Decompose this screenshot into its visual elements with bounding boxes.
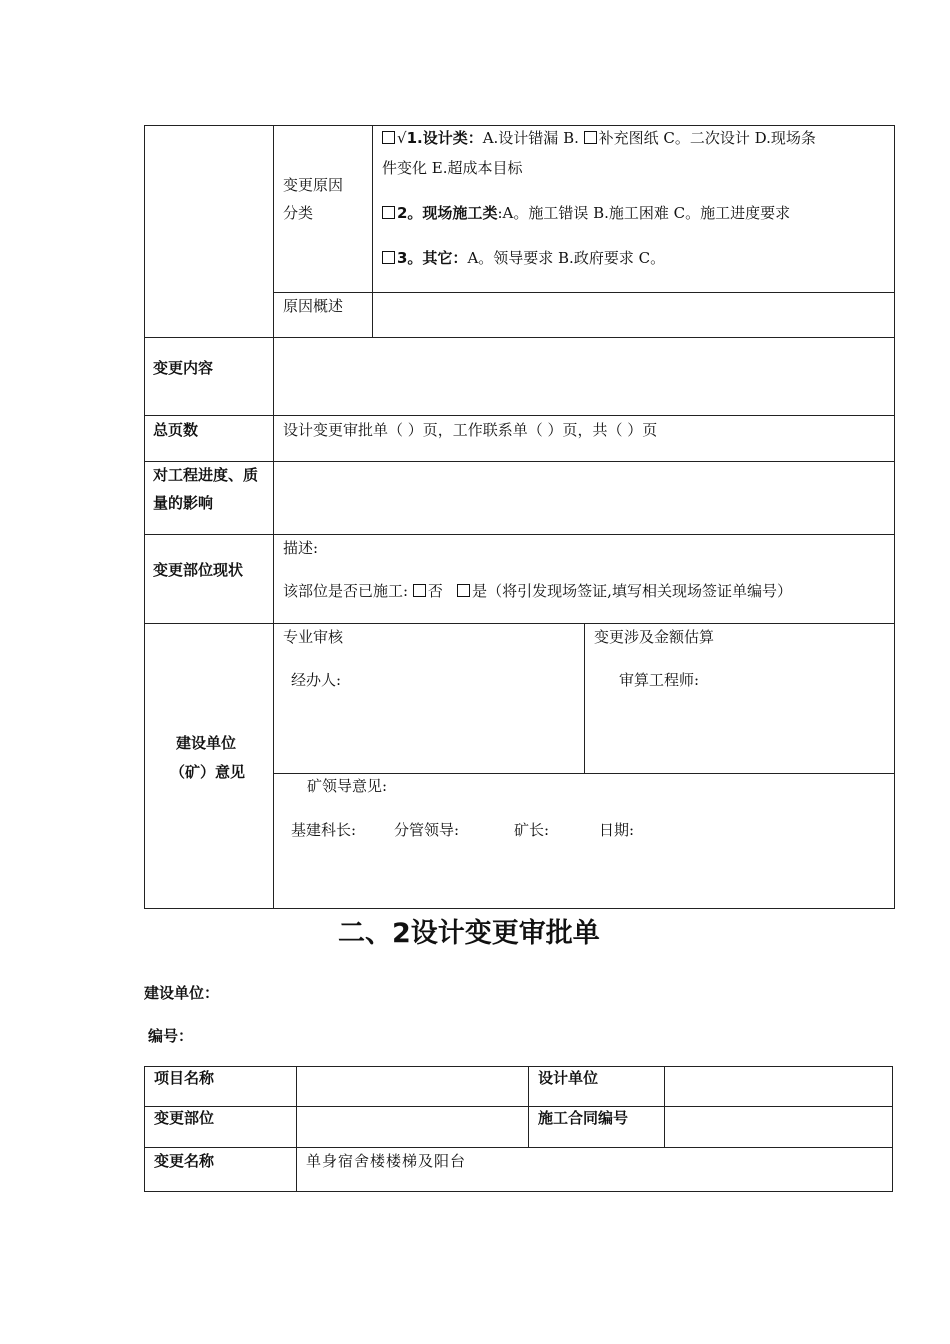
contract-no-label: 施工合同编号 [538,1109,629,1127]
category-3-title: 3。其它： [397,249,468,267]
change-content-field[interactable] [275,339,892,413]
status-question: 该部位是否已施工: [283,582,409,600]
checkbox-yes[interactable] [457,584,470,597]
border [528,1066,529,1148]
change-part-field[interactable] [298,1108,526,1146]
checkbox-supplement[interactable] [584,131,597,144]
category-2-row [382,203,790,223]
reason-summary-field[interactable] [374,294,892,335]
border-top [144,1066,893,1067]
category-3-items: A。领导要求 B.政府要求 C。 [467,249,666,267]
status-question-row [283,581,792,601]
change-name-label: 变更名称 [154,1152,215,1170]
category-2-title: 2。现场施工类 [397,204,498,222]
category-1-items-a: A.设计错漏 B. [482,129,584,147]
category-1-title: 1.设计类： [406,129,483,147]
impact-field[interactable] [275,463,892,532]
border [296,1066,297,1192]
reason-category-label-line2: 分类 [283,204,314,222]
change-name-value[interactable]: 单身宿舍楼楼梯及阳台 [306,1152,467,1170]
page-title: 二、2设计变更审批单 [338,918,600,949]
checkbox-no[interactable] [413,584,426,597]
border [273,292,895,293]
change-content-label: 变更内容 [153,359,214,377]
category-3-row [382,248,665,268]
status-label: 变更部位现状 [153,561,244,579]
category-2-items: :A。施工错误 B.施工困难 C。施工进度要求 [497,204,791,222]
opinion-label-line2: （矿）意见 [170,763,246,781]
mine-leader-opinion: 矿领导意见: [307,777,388,795]
status-yes: 是（将引发现场签证,填写相关现场签证单编号） [472,582,792,600]
project-name-label: 项目名称 [154,1069,215,1087]
border [584,623,585,774]
category-1-row [382,128,816,148]
status-desc: 描述: [283,539,319,557]
reason-summary-label: 原因概述 [283,297,344,315]
impact-label-line2: 量的影响 [153,494,214,512]
border-top [144,125,895,126]
border [144,1147,893,1148]
total-pages-label: 总页数 [153,421,199,439]
border [144,623,895,624]
border-left [144,1066,145,1192]
border-right [894,125,895,909]
border [273,125,274,909]
mine-director-label: 矿长: [514,821,550,839]
handler-label: 经办人: [291,671,342,689]
border-right [892,1066,893,1192]
design-unit-field[interactable] [666,1068,890,1105]
professional-review: 专业审核 [283,628,344,646]
border [144,1106,893,1107]
border [144,415,895,416]
contract-no-field[interactable] [666,1108,890,1146]
status-no: 否 [427,582,443,600]
reason-category-label-line1: 变更原因 [283,176,344,194]
section-chief-label: 基建科长: [291,821,357,839]
checkbox-construction[interactable] [382,206,395,219]
checkmark-icon: √ [397,129,407,147]
design-unit-label: 设计单位 [538,1069,599,1087]
checkbox-other[interactable] [382,251,395,264]
border [144,337,895,338]
project-name-field[interactable] [298,1068,526,1105]
border-bottom [144,1191,893,1192]
border-bottom [144,908,895,909]
border [664,1066,665,1148]
amount-estimate: 变更涉及金额估算 [594,628,715,646]
border [372,125,373,338]
category-1-items-b: 补充图纸 C。二次设计 D.现场条 [598,129,816,147]
change-part-label: 变更部位 [154,1109,215,1127]
border [144,461,895,462]
border-left [144,125,145,909]
auditor-label: 审算工程师: [619,671,700,689]
number-label: 编号： [148,1027,194,1045]
checkbox-design[interactable] [382,131,395,144]
construction-unit-label: 建设单位： [144,984,220,1002]
supervisor-label: 分管领导: [394,821,460,839]
category-1-items-c: 件变化 E.超成本目标 [382,159,523,177]
date-label: 日期: [599,821,635,839]
impact-label-line1: 对工程进度、质 [153,466,259,484]
total-pages-text: 设计变更审批单（ ）页，工作联系单（ ）页，共（ ）页 [283,421,658,439]
border [144,534,895,535]
opinion-label-line1: 建设单位 [176,734,237,752]
